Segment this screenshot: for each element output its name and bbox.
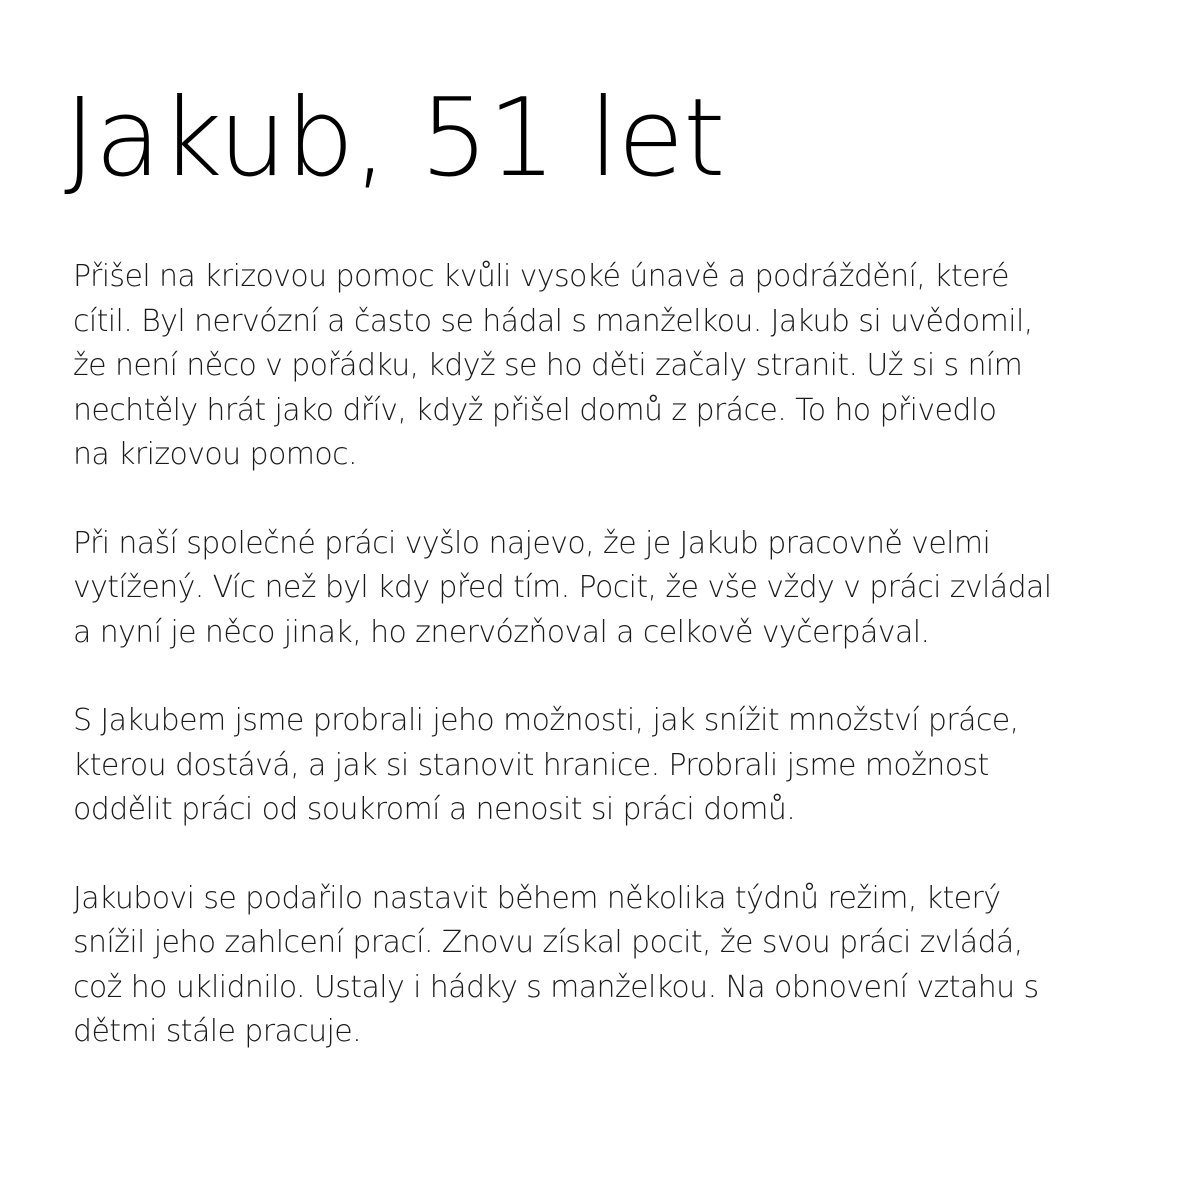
story-paragraph (73, 699, 1093, 833)
story-body (73, 255, 1093, 1099)
paragraph-line: a nyní je něco jinak, ho znervózňoval a celkově vyčerpával. (73, 614, 930, 650)
paragraph-line: S Jakubem jsme probrali jeho možnosti, jak snížit množství práce, (73, 703, 1019, 738)
paragraph-line: nechtěly hrát jako dřív, když přišel domů z práce. To ho přivedlo (73, 392, 997, 428)
paragraph-line: dětmi stále pracuje. (73, 1014, 362, 1049)
paragraph-line: vytížený. Víc než byl kdy před tím. Pocit, že vše vždy v práci zvládal (73, 570, 1052, 605)
paragraph-line: oddělit práci od soukromí a nenosit si práci domů. (73, 792, 796, 827)
paragraph-line: Přišel na krizovou pomoc kvůli vysoké únavě a podráždění, které (73, 259, 1009, 294)
story-paragraph (73, 877, 1093, 1055)
paragraph-line: Jakubovi se podařilo nastavit během několika týdnů režim, který (73, 880, 1001, 916)
story-paragraph (73, 255, 1093, 478)
paragraph-line: na krizovou pomoc. (73, 437, 357, 472)
paragraph-line: což ho uklidnilo. Ustaly i hádky s manželkou. Na obnovení vztahu s (73, 969, 1039, 1005)
paragraph-line: snížil jeho zahlcení prací. Znovu získal pocit, že svou práci zvládá, (73, 925, 1023, 960)
paragraph-line: cítil. Byl nervózní a často se hádal s manželkou. Jakub si uvědomil, (73, 303, 1033, 339)
story-paragraph (73, 522, 1093, 656)
paragraph-line: kterou dostává, a jak si stanovit hranice. Probrali jsme možnost (73, 747, 989, 783)
paragraph-line: Při naší společné práci vyšlo najevo, že je Jakub pracovně velmi (73, 525, 991, 561)
paragraph-line: že není něco v pořádku, když se ho děti začaly stranit. Už si s ním (73, 348, 1023, 383)
page-title: Jakub, 51 let (64, 76, 725, 201)
